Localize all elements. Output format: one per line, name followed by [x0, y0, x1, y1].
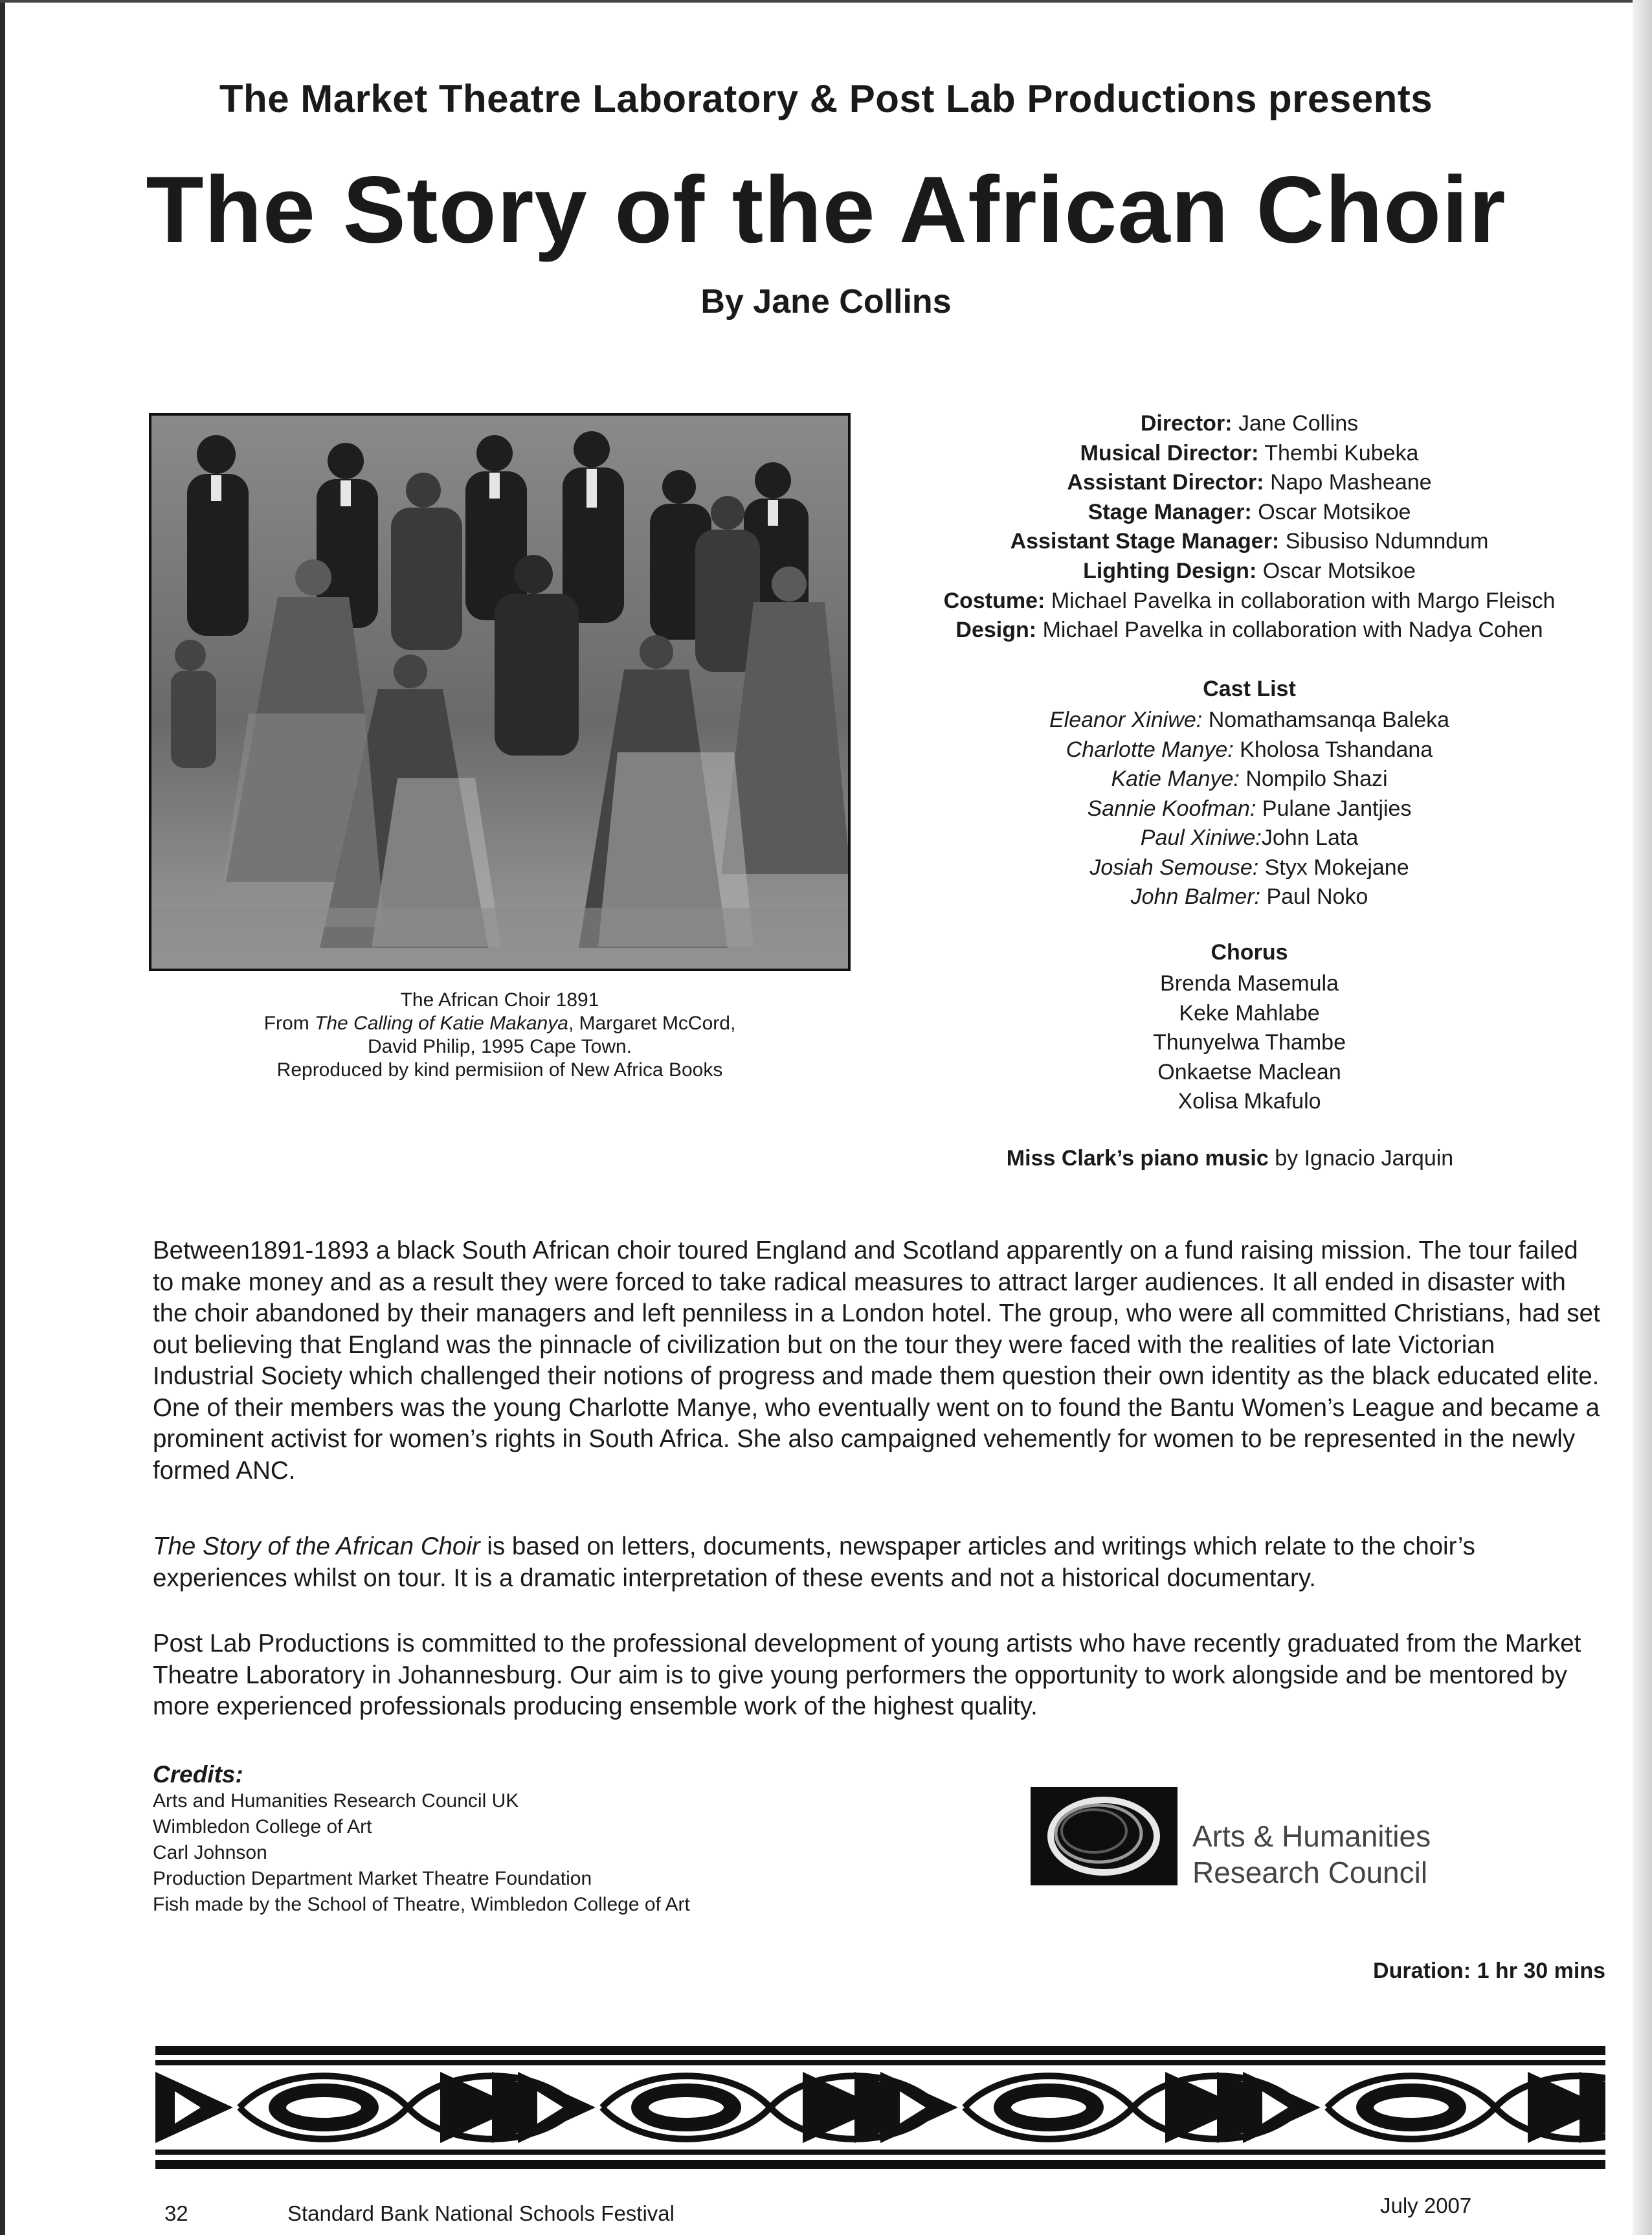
publication-date: July 2007 [1380, 2194, 1472, 2218]
photo-caption [149, 989, 851, 1082]
cast-row: Eleanor Xiniwe: Nomathamsanqa Baleka [1049, 708, 1450, 732]
credits-list [153, 1788, 690, 1918]
page-edge-left [0, 0, 5, 2235]
sources-paragraph: The Story of the African Choir is based on letters, documents, newspaper articles and writings which relate to the choir’s experiences whilst on tour. It is a dramatic interpretation of these events and not a historical documentary. [153, 1533, 1475, 1592]
chorus-member: Xolisa Mkafulo [1178, 1089, 1321, 1114]
crew-row: Musical Director: Thembi Kubeka [1080, 440, 1419, 466]
crew-row: Lighting Design: Oscar Motsikoe [1083, 558, 1416, 583]
synopsis-paragraph: Between1891-1893 a black South African choir toured England and Scotland apparently on a fund raising mission. The tour failed to make money and as a result they were forced to take radical measures to attract larger audiences. It all ended in disaster with the choir abandoned by their managers and left penniless in a London hotel. The group, who were all committed Christians, had set out believing that England was the pinnacle of civilization but on the tour they were faced with the realities of late Victorian Industrial Society which challenged their notions of progress and made them question their own identity as the black educated elite. One of their members was the young Charlotte Manye, who eventually went on to found the Bantu Women’s League and became a prominent activist for women’s rights in South Africa. She also campaigned vehemently for women to be represented in the newly formed ANC. [153, 1237, 1600, 1485]
cast-row: Josiah Semouse: Styx Mokejane [1089, 855, 1409, 880]
cast-list [861, 706, 1638, 912]
credit-item: Fish made by the School of Theatre, Wimbledon College of Art [153, 1894, 690, 1915]
presenter-line: The Market Theatre Laboratory & Post Lab Productions presents [219, 77, 1433, 120]
crew-row: Stage Manager: Oscar Motsikoe [1088, 499, 1411, 524]
chorus-member: Brenda Masemula [1160, 971, 1339, 996]
credit-item: Wimbledon College of Art [153, 1816, 372, 1837]
cast-row: Paul Xiniwe:John Lata [1140, 825, 1359, 850]
page-edge-top [0, 0, 1652, 3]
crew-row: Assistant Stage Manager: Sibusiso Ndumndum [1010, 529, 1489, 554]
credits-heading: Credits: [153, 1761, 243, 1788]
crew-row: Director: Jane Collins [1140, 411, 1359, 436]
decorative-border-band [155, 2046, 1605, 2169]
duration-label: Duration: 1 hr 30 mins [1373, 1959, 1605, 1983]
caption-line: David Philip, 1995 Cape Town. [367, 1036, 632, 1057]
caption-line: Reproduced by kind permisiion of New Africa Books [276, 1059, 723, 1081]
cast-row: Sannie Koofman: Pulane Jantjies [1087, 796, 1412, 821]
cast-row: Charlotte Manye: Kholosa Tshandana [1066, 737, 1433, 762]
crew-list [861, 409, 1638, 646]
ethnic-pattern-icon [155, 2046, 1605, 2169]
credit-item: Arts and Humanities Research Council UK [153, 1790, 519, 1812]
page-edge-right [1633, 0, 1652, 2235]
ahrc-logo-text: Arts & Humanities Research Council [1192, 1819, 1431, 1889]
crew-row: Design: Michael Pavelka in collaboration with Nadya Cohen [955, 618, 1543, 643]
chorus-member: Thunyelwa Thambe [1153, 1030, 1346, 1055]
chorus-member: Keke Mahlabe [1179, 1000, 1320, 1026]
chorus-member: Onkaetse Maclean [1157, 1059, 1341, 1084]
crew-row: Costume: Michael Pavelka in collaboration with Margo Fleisch [943, 588, 1556, 613]
crew-row: Assistant Director: Napo Masheane [1067, 470, 1432, 495]
credit-item: Production Department Market Theatre Foundation [153, 1868, 592, 1889]
choir-photo-illustration [151, 416, 848, 969]
publication-name: Standard Bank National Schools Festival [287, 2201, 675, 2225]
cast-row: John Balmer: Paul Noko [1130, 884, 1368, 909]
choir-photograph [149, 413, 851, 971]
ahrc-logo-icon [1031, 1787, 1178, 1885]
page-title: The Story of the African Choir [146, 157, 1506, 262]
chorus-list [861, 969, 1638, 1117]
credit-item: Carl Johnson [153, 1842, 267, 1863]
cast-list-heading: Cast List [1203, 677, 1296, 701]
author-line: By Jane Collins [700, 283, 952, 320]
caption-book-title: The Calling of Katie Makanya [315, 1013, 568, 1034]
post-lab-paragraph: Post Lab Productions is committed to the professional development of young artists who have recently graduated from the Market Theatre Laboratory in Johannesburg. Our aim is to give young performers the opportunity to work alongside and be mentored by more experienced professionals producing ensemble work of the highest quality. [153, 1630, 1581, 1720]
piano-credit: Miss Clark’s piano music by Ignacio Jarquin [1006, 1146, 1454, 1171]
chorus-heading: Chorus [1211, 940, 1288, 965]
caption-line: From The Calling of Katie Makanya, Margaret McCord, [263, 1013, 736, 1034]
caption-line: The African Choir 1891 [400, 989, 599, 1011]
cast-row: Katie Manye: Nompilo Shazi [1111, 767, 1388, 791]
page-number: 32 [164, 2201, 188, 2225]
